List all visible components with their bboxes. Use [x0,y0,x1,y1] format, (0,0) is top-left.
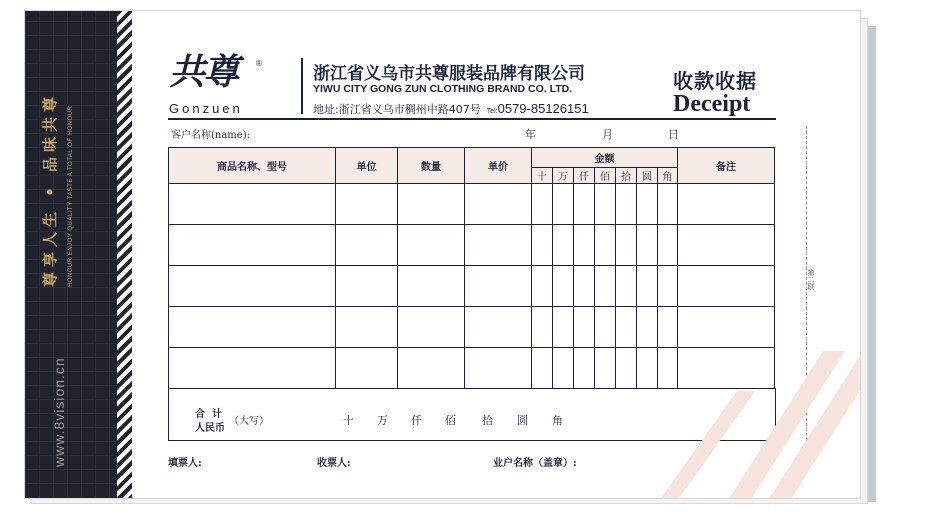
date-month-label: 月 [602,128,613,141]
cell[interactable] [465,225,532,266]
cell[interactable] [553,307,574,348]
cell[interactable] [553,266,574,307]
cell[interactable] [532,307,553,348]
cell[interactable] [465,184,532,225]
cell[interactable] [574,225,595,266]
cell[interactable] [616,307,637,348]
total-unit: 角 [552,414,563,427]
cell[interactable] [616,266,637,307]
cell[interactable] [616,225,637,266]
perforation-line [806,126,807,471]
receipt-sheet [24,10,861,499]
cell[interactable] [678,266,775,307]
cell[interactable] [398,225,465,266]
cell[interactable] [169,266,336,307]
side-slogan: 尊享人生 • 品味共尊 [41,91,59,287]
header-rule [168,118,776,120]
payee-label: 收票人: [317,458,351,469]
cell[interactable] [336,225,398,266]
col-header-quantity: 数量 [398,148,465,184]
cell[interactable] [595,184,616,225]
items-table [168,147,775,389]
amount-unit: 万 [553,168,574,184]
cell[interactable] [169,307,336,348]
logo-chinese: 共尊 [169,52,238,93]
col-header-unit: 单位 [336,148,398,184]
cell[interactable] [595,348,616,389]
date-day-label: 日 [668,128,679,141]
company-name-cn: 浙江省义乌市共尊服装品牌有限公司 [313,64,585,84]
total-unit: 圆 [517,414,528,427]
cell[interactable] [574,266,595,307]
col-header-amount: 金额 [532,148,678,168]
rmb-label: 人民币 [195,423,225,434]
cell[interactable] [678,184,775,225]
receipt-title-en: Deceipt [673,91,751,117]
side-subtitle: HONOUR ENJOY QUALITY TASTE A TOTAL OF HONOUR [68,105,74,287]
tel-label: Tel: [486,108,498,115]
company-address [313,101,589,117]
company-name-en: YIWU CITY GONG ZUN CLOTHING BRAND CO. LTD. [313,83,573,95]
cell[interactable] [595,307,616,348]
amount-unit: 佰 [595,168,616,184]
header-divider [301,58,303,114]
copy-label: 第二联 [807,269,815,290]
total-unit: 拾 [482,414,493,427]
cell[interactable] [532,266,553,307]
cell[interactable] [398,266,465,307]
cell[interactable] [553,225,574,266]
cell[interactable] [658,348,678,389]
band-stripe [117,11,132,498]
cell[interactable] [169,184,336,225]
cell[interactable] [532,184,553,225]
cell[interactable] [574,348,595,389]
cell[interactable] [465,307,532,348]
cell[interactable] [658,307,678,348]
cell[interactable] [595,225,616,266]
total-unit: 万 [377,414,388,427]
cell[interactable] [658,225,678,266]
cell[interactable] [616,348,637,389]
table-row [169,225,775,266]
receipt-title-cn: 收款收据 [673,69,757,93]
cell[interactable] [398,184,465,225]
cell[interactable] [336,266,398,307]
cell[interactable] [678,348,775,389]
amount-unit: 角 [658,168,678,184]
cell[interactable] [532,348,553,389]
cell[interactable] [637,348,658,389]
cell[interactable] [574,184,595,225]
cell[interactable] [336,348,398,389]
business-label: 业户名称（盖章）: [493,458,577,469]
cell[interactable] [637,307,658,348]
amount-unit: 十 [532,168,553,184]
logo-english: Gonzuen [169,101,243,116]
col-header-product: 商品名称、型号 [169,148,336,184]
cell[interactable] [532,225,553,266]
filler-label: 填票人: [168,458,202,469]
cell[interactable] [465,266,532,307]
total-label: 合计 [195,409,229,420]
cell[interactable] [678,307,775,348]
cell[interactable] [398,348,465,389]
registered-mark: ® [256,59,262,68]
cell[interactable] [637,225,658,266]
cell[interactable] [553,184,574,225]
table-row [169,307,775,348]
cell[interactable] [658,266,678,307]
side-url: www.8vision.cn [51,357,67,467]
cell[interactable] [595,266,616,307]
amount-unit: 圆 [637,168,658,184]
date-year-label: 年 [525,128,536,141]
tel-number: 0579-85126151 [497,101,589,116]
cell[interactable] [574,307,595,348]
cell[interactable] [637,266,658,307]
amount-unit: 拾 [616,168,637,184]
cell[interactable] [169,348,336,389]
table-row [169,184,775,225]
cell[interactable] [658,184,678,225]
capital-label: （大写） [229,416,269,427]
cell[interactable] [553,348,574,389]
table-row [169,348,775,389]
cell[interactable] [398,307,465,348]
cell[interactable] [637,184,658,225]
cell[interactable] [336,184,398,225]
col-header-remarks: 备注 [678,148,775,184]
cell[interactable] [336,307,398,348]
col-header-price: 单价 [465,148,532,184]
total-unit: 十 [343,414,354,427]
cell[interactable] [678,225,775,266]
customer-label: 客户名称(name): [171,130,250,141]
table-row [169,266,775,307]
cell[interactable] [465,348,532,389]
total-unit: 仟 [411,414,422,427]
total-unit: 佰 [445,414,456,427]
cell[interactable] [616,184,637,225]
amount-unit: 仟 [574,168,595,184]
address-text: 地址:浙江省义乌市稠州中路407号 [313,103,481,116]
cell[interactable] [169,225,336,266]
